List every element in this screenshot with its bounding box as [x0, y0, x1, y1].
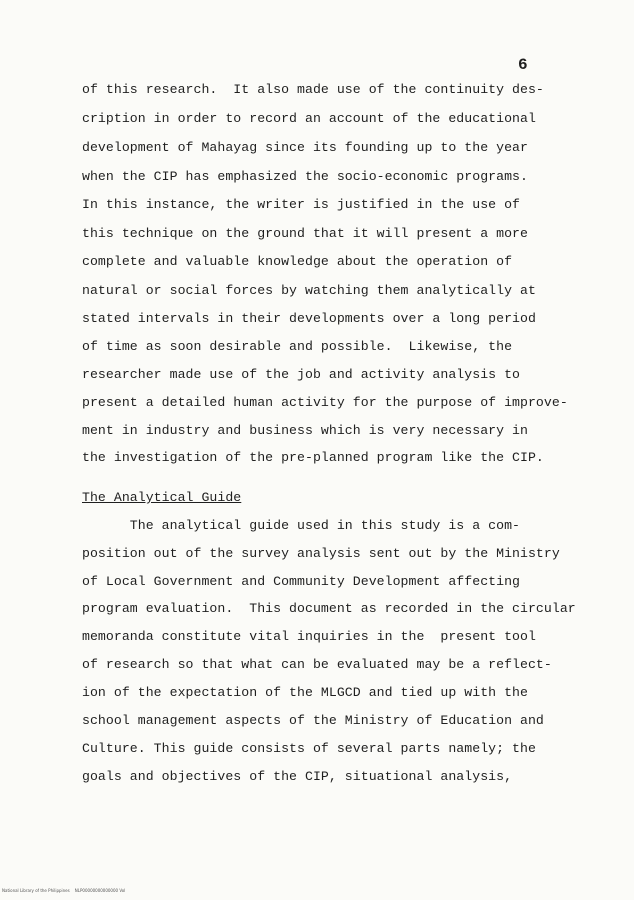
- text-line: Culture. This guide consists of several parts namely; the: [82, 741, 536, 756]
- text-line: goals and objectives of the CIP, situational analysis,: [82, 769, 513, 784]
- text-line: researcher made use of the job and activity analysis to: [82, 367, 521, 382]
- text-line: school management aspects of the Ministry of Education and: [82, 713, 544, 728]
- text-line: of time as soon desirable and possible. Likewise, the: [82, 339, 513, 354]
- page-number: 6: [518, 56, 528, 74]
- text-line: of research so that what can be evaluated may be a reflect-: [82, 657, 552, 672]
- text-line: position out of the survey analysis sent out by the Ministry: [82, 546, 560, 561]
- text-line: The analytical guide used in this study is a com-: [82, 518, 521, 533]
- text-line: ment in industry and business which is very necessary in: [82, 423, 528, 438]
- text-line: complete and valuable knowledge about the operation of: [82, 254, 513, 269]
- text-line: natural or social forces by watching them analytically at: [82, 283, 536, 298]
- text-line: program evaluation. This document as recorded in the circular: [82, 601, 576, 616]
- text-line: this technique on the ground that it will present a more: [82, 226, 528, 241]
- text-line: memoranda constitute vital inquiries in the present tool: [82, 629, 536, 644]
- text-line: ion of the expectation of the MLGCD and tied up with the: [82, 685, 528, 700]
- archive-footer: National Library of the Philippines NLP00000000000000 Vol: [2, 888, 126, 893]
- text-line: In this instance, the writer is justified in the use of: [82, 197, 521, 212]
- text-line: present a detailed human activity for the purpose of improve-: [82, 395, 568, 410]
- text-line: development of Mahayag since its founding up to the year: [82, 140, 528, 155]
- text-line: stated intervals in their developments over a long period: [82, 311, 536, 326]
- text-line: cription in order to record an account of the educational: [82, 111, 536, 126]
- text-line: of Local Government and Community Development affecting: [82, 574, 521, 589]
- text-line: of this research. It also made use of the continuity des-: [82, 82, 544, 97]
- text-line: the investigation of the pre-planned program like the CIP.: [82, 450, 544, 465]
- section-heading: The Analytical Guide: [82, 490, 242, 505]
- text-line: when the CIP has emphasized the socio-economic programs.: [82, 169, 528, 184]
